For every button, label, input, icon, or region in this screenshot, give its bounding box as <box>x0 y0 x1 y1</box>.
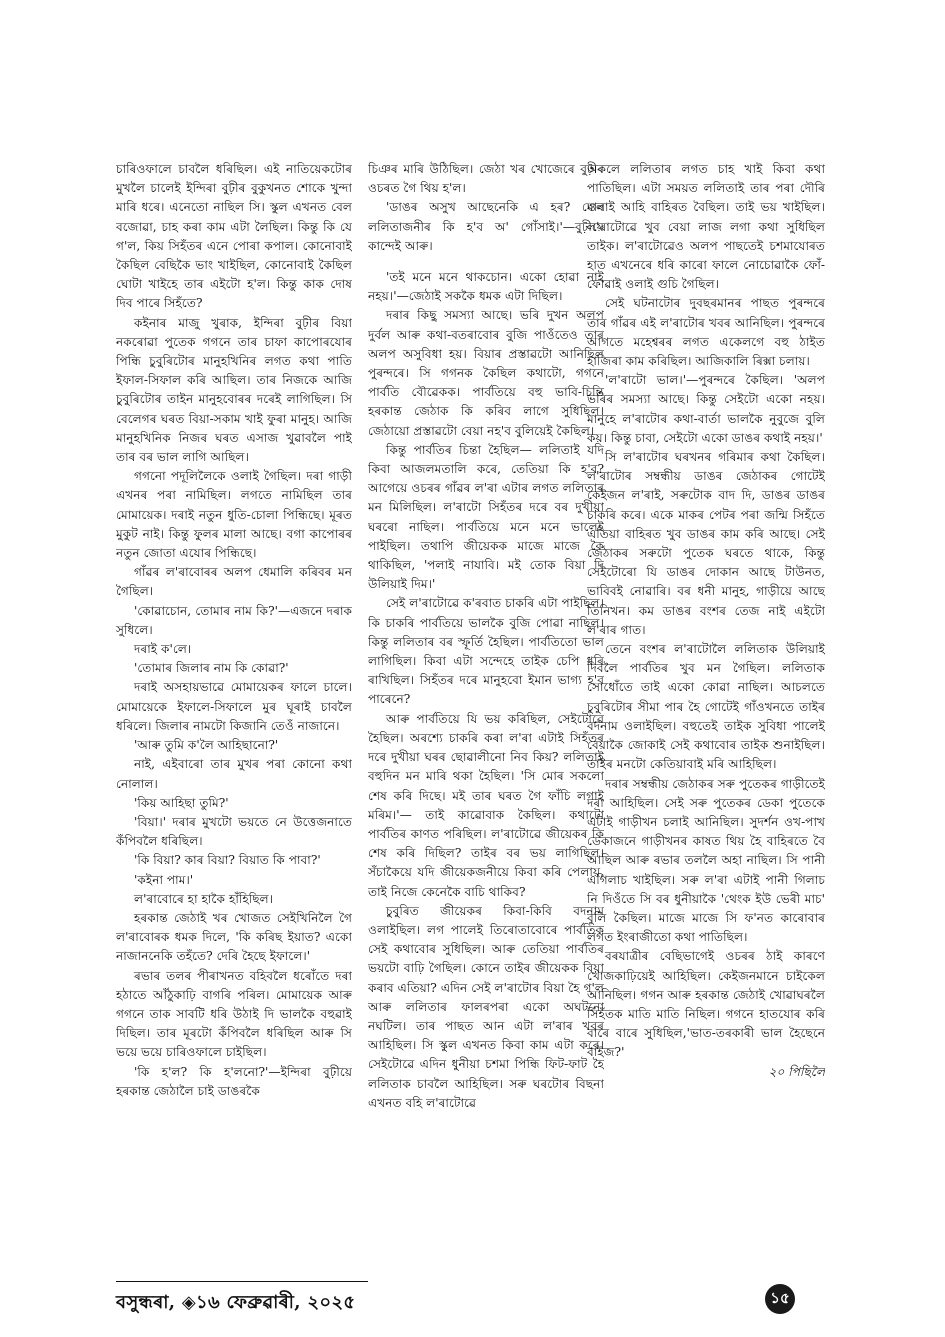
paragraph: 'আৰু তুমি ক'লৈ আহিছানো?' <box>134 738 279 753</box>
text-column-3 <box>587 160 825 1270</box>
paragraph: চুবুৰিত জীয়েকৰ কিবা-কিবি বদনাম ওলাইছিল। লগ পালেই তিৰোতাবোৰে পাৰ্বতিক সেই কথাবোৰ সুধিছিল। আৰু তেতিয়া পাৰ্বতিৰ ভয়টো বাঢ়ি গৈছিল। কোনে তাইৰ জীয়েকক বিয়া কৰাব এতিয়া? এদিন সেই ল'ৰাটোৰ বিয়া হৈ গ'ল আৰু ললিতাৰ ফালৰপৰা একো অঘটনো নঘটিল। তাৰ পাছত আন এটা ল'ৰাৰ খবৰ আহিছিল। সি স্কুল এখনত কিবা কাম এটা কৰে। সেইটোৱে এদিন ধুনীয়া চশমা পিন্ধি ফিট-ফাট হৈ ললিতাক চাবলৈ আহিছিল। সৰু ঘৰটোৰ বিছনা এখনত বহি ল'ৰাটোৱে <box>368 903 604 1110</box>
paragraph: 'ল'ৰাটো ভাল।'—পুৰন্দৰে কৈছিল। 'অলপ ভৰিৰ সমস্যা আছে। কিন্তু সেইটো একো নহয়। মানুহে ল'ৰাটোৰ কথা-বাৰ্তা ভালকৈ নুবুজে বুলি কয়। কিন্তু চাবা, সেইটো একো ডাঙৰ কথাই নহয়।' <box>587 373 825 445</box>
paragraph: 'কি বিয়া? কাৰ বিয়া? বিয়াত কি পাবা?' <box>134 853 321 868</box>
issue-date: ১৬ ফেব্ৰুৱাৰী, ২০২৫ <box>196 1292 356 1313</box>
paragraph: বৰযাত্ৰীৰ বেছিভাগেই ওচৰৰ ঠাই কাৰণে খোজকাঢ়িয়েই আহিছিল। কেইজনমানে চাইকেল আনিছিল। গগন আৰু হৰকান্ত জেঠাই খোৱাঘৰলৈ সিহঁতক মাতি মাতি নিছিল। গগনে হাতযোৰ কৰি বাৰে বাৰে সুধিছিল,'ভাত-তৰকাৰী ভাল হৈছেনে বাইজ?' <box>587 949 825 1060</box>
paragraph: গগনো পদূলিলৈকে ওলাই গৈছিল। দৰা গাড়ী এখনৰ পৰা নামিছিল। লগতে নামিছিল তাৰ মোমায়েক। দৰাই নতুন ধুতি-চোলা পিন্ধিছে। মূৰত মুকুট নাই। কিন্তু ফুলৰ মালা আছে। বগা কাপোৰৰ নতুন জোতা এযোৰ পিন্ধিছে। <box>116 469 352 561</box>
footer-line <box>116 1288 355 1319</box>
paragraph: দৰাই অসহায়ভাৱে মোমায়েকৰ ফালে চালে। মোমায়েকে ইফালে-সিফালে মুৰ ঘূৰাই চাবলৈ ধৰিলে। জিলাৰ নামটো কিজানি তেওঁ নাজানে। <box>116 680 352 733</box>
paragraph: 'ডাঙৰ অসুখ আছেনেকি এ হৰ? মোৰ ললিতাজনীৰ কি হ'ব অ' গোঁসাই।'—বুঢ়ীয়ে কান্দেই আৰু। <box>368 200 604 253</box>
paragraph: সেই ল'ৰাটোৱে ক'ৰবাত চাকৰি এটা পাইছিল। কি চাকৰি পাৰ্বতিয়ে ভালকৈ বুজি পোৱা নাছিল। কিন্তু ললিতাৰ বৰ স্ফূৰ্তি হৈছিল। পাৰ্বতিতো ভাল লাগিছিল। কিবা এটা সন্দেহে তাইক চেপি ধৰি ৰাখিছিল। সিহঁতৰ দৰে মানুহবো ইমান ভাগ্য হ'ব পাৰেনে? <box>368 596 604 707</box>
paragraph: তেনে বংশৰ ল'ৰাটোলৈ ললিতাক উলিয়াই দিবলৈ পাৰ্বতিৰ খুব মন গৈছিল। ললিতাক সোধোঁতে তাই একো কোৱা নাছিল। আচলতে চুবুৰিটোৰ সীমা পাৰ হৈ গোটেই গাঁওখনতে তাইৰ বদনাম ওলাইছিল। বহুতেই তাইক সুবিধা পালেই বেয়াকৈ জোকাই সেই কথাবোৰ তাইক শুনাইছিল। তাইৰ মনটো কেতিয়াবাই মৰি আহিছিল। <box>587 642 825 772</box>
paragraph: সি ল'ৰাটোৰ ঘৰখনৰ গৰিমাৰ কথা কৈছিল। ল'ৰাটোৰ সম্বন্ধীয় ডাঙৰ জেঠাকৰ গোটেই কেইজন ল'ৰাই, সৰুটোক বাদ দি, ডাঙৰ ডাঙৰ চাকৰি কৰে। একে মাকৰ পেটৰ পৰা জন্মি সিহঁতে এতিয়া বাহিৰত খুব ডাঙৰ কাম কৰি আছে। সেই জেঠাকৰ সৰুটো পুতেক ঘৰতে থাকে, কিন্তু সেইটোৰো যি ডাঙৰ দোকান আছে টাউনত, ভাবিবই নোৱাৰি। বৰ ধনী মানুহ, গাড়ীয়ে আছে তিনিখন। কম ডাঙৰ বংশৰ তেজ নাই এইটো ল'ৰাৰ গাত। <box>587 450 825 637</box>
paragraph: দৰাৰ সম্বন্ধীয় জেঠাকৰ সৰু পুতেকৰ গাড়ীতেই দৰা আহিছিল। সেই সৰু পুতেকৰ ডেকা পুতেকে এটাই গাড়ীখন চলাই আনিছিল। সুদৰ্শন ওখ-পাখ ডেকাজনে গাড়ীখনৰ কাষত থিয় হৈ বাহিৰতে বৈ আছিল আৰু ৰভাৰ তললৈ অহা নাছিল। সি পানী এগিলাচ খাইছিল। সৰু ল'ৰা এটাই পানী গিলাচ নি দিওঁতে সি বৰ ধুনীয়াকৈ 'থেংক ইউ ভেৰী মাচ' বুলি কৈছিল। মাজে মাজে সি ফ'নত কাৰোবাৰ লগত ইংৰাজীতো কথা পাতিছিল। <box>587 776 825 945</box>
footer-rule <box>116 1281 368 1282</box>
paragraph: দৰাৰ কিছু সমস্যা আছে। ভৰি দুখন অলপ দুৰ্বল আৰু কথা-বতৰাবোৰ বুজি পাওঁতেও তাৰ অলপ অসুবিধা হয়। বিয়াৰ প্ৰস্তাৱটো আনিছিল পুৰন্দৰে। সি গগনক কৈছিল কথাটো, গগনে পাৰ্বতি বৌৱেকক। পাৰ্বতিয়ে বহু ভাবি-চিন্তি হৰকান্ত জেঠাক কি কৰিব লাগে সুধিছিল। জেঠায়ো প্ৰস্তাৱটো বেয়া নহ'ব বুলিয়েই কৈছিল। <box>368 308 604 438</box>
paragraph: কইনাৰ মাজু খুৰাক, ইন্দিৰা বুঢ়ীৰ বিয়া নকৰোৱা পুতেক গগনে তাৰ চাফা কাপোৰযোৰ পিন্ধি চুবুৰিটোৰ মানুহখিনিৰ লগত কথা পাতি ইফাল-সিফাল কৰি আছিল। তাৰ নিজকে আজি চুবুৰিটোৰ তাইন মানুহবোৰৰ দৰেই লাগিছিল। সি বেলেগৰ ঘৰত বিয়া-সকাম খাই ফুৰা মানুহ। আজি মানুহখিনিক নিজৰ ঘৰত এসাজ খুৱাবলৈ পাই তাৰ বৰ ভাল লাগি আছিল। <box>116 315 352 465</box>
page-number-badge <box>765 1284 795 1314</box>
magazine-name: বসুন্ধৰা <box>116 1292 169 1313</box>
paragraph: ৰভাৰ তলৰ পীৰাখনত বহিবলৈ ধৰোঁতে দৰা হঠাতে আঁঠুকাঢ়ি বাগৰি পৰিল। মোমায়েক আৰু গগনে তাক সাবটি ধৰি উঠাই দি ভালকৈ বহুৱাই দিছিল। তাৰ মূৰটো কঁপিবলৈ ধৰিছিল আৰু সি ভয়ে ভয়ে চাৰিওফালে চাইছিল। <box>116 968 352 1060</box>
paragraph: নাই, এইবাৰো তাৰ মুখৰ পৰা কোনো কথা নোলাল। <box>116 757 352 791</box>
paragraph: চাৰিওফালে চাবলৈ ধৰিছিল। এই নাতিয়েকটোৰ মুখলৈ চালেই ইন্দিৰা বুঢ়ীৰ বুকুখনত শোকে খুন্দা মাৰি ধৰে। এনেতো নাছিল সি। স্কুল এখনত বেল বজোৱা, চাহ কৰা কাম এটা লৈছিল। কিন্তু কি যে গ'ল, কিয় সিহঁতৰ এনে পোৰা কপাল। কোনোবাই কৈছিল বেছিকৈ ভাং খাইছিল, কোনোবাই কৈছিল ঘোটা খাইহে তাৰ এইটো হ'ল। কিন্তু কাক দোষ দিব পাৰে সিহঁতে? <box>116 162 352 311</box>
paragraph: 'কোৱাচোন, তোমাৰ নাম কি?'—এজনে দৰাক সুধিলে। <box>116 603 352 637</box>
text-column-1 <box>116 160 352 1270</box>
paragraph: অকলে ললিতাৰ লগত চাহ খাই কিবা কথা পাতিছিল। এটা সময়ত ললিতাই তাৰ পৰা দৌৰি ওলাই আহি বাহিৰত বৈছিল। তাই ভয় খাইছিল। ল'ৰাটোৱে খুব বেয়া লাজ লগা কথা সুধিছিল তাইক। ল'ৰাটোৱেও অলপ পাছতেই চশমাযোৰত হাত এখনেৰে ধৰি কাৰো ফালে নোচোৱাকৈ ফোঁ-ফোৱাই ওলাই গুচি গৈছিল। <box>587 162 825 292</box>
paragraph: 'কি হ'ল? কি হ'লনো?'—ইন্দিৰা বুঢ়ীয়ে হৰকান্ত জেঠালৈ চাই ডাঙৰকৈ <box>116 1064 352 1098</box>
paragraph: ল'ৰাবোৰে হা হাকৈ হাঁহিছিল। <box>134 891 274 906</box>
continuation-note: ২০ পিছিলৈ <box>768 1064 825 1079</box>
paragraph: চিঞৰ মাৰি উঠিছিল। জেঠা খৰ খোজেৰে বুঢ়ীৰ ওচৰত গৈ থিয় হ'ল। <box>368 162 604 196</box>
separator: , ◈ <box>168 1292 196 1313</box>
paragraph: 'তই মনে মনে থাকচোন। একো হোৱা নাই নহয়।'—জেঠাই সককৈ ধমক এটা দিছিল। <box>368 270 604 304</box>
paragraph: 'কইনা পাম।' <box>134 872 194 887</box>
text-column-2 <box>368 160 604 1270</box>
paragraph: সেই ঘটনাটোৰ দুবছৰমানৰ পাছত পুৰন্দৰে তাৰ গাঁৱৰ এই ল'ৰাটোৰ খবৰ আনিছিল। পুৰন্দৰে আগতে মহেশ্বৰৰ লগত একেলগে বহু ঠাইত হাজিৰা কাম কৰিছিল। আজিকালি ৰিক্সা চলায়। <box>587 296 825 369</box>
paragraph: 'তোমাৰ জিলাৰ নাম কি কোৱা?' <box>134 661 289 676</box>
paragraph: গাঁৱৰ ল'ৰাবোৰৰ অলপ ধেমালি কৰিবৰ মন গৈছিল। <box>116 565 352 599</box>
paragraph: 'কিয় আহিছা তুমি?' <box>134 795 229 810</box>
paragraph: কিন্তু পাৰ্বতিৰ চিন্তা হৈছিল— ললিতাই যদি কিবা আজলমতালি কৰে, তেতিয়া কি হ'ব? আগেয়ে ওচৰৰ গাঁৱৰ ল'ৰা এটাৰ লগত ললিতাৰ মন মিলিছিল। ল'ৰাটো সিহঁতৰ দৰে বৰ দুখীয়া ঘৰৰো নাছিল। পাৰ্বতিয়ে মনে মনে ভালেই পাইছিল। তথাপি জীয়েকক মাজে মাজে কৈ থাকিছিল, 'পলাই নাযাবি। মই তোক বিয়া দি উলিয়াই দিম।' <box>368 442 604 592</box>
paragraph: 'বিয়া।' দৰাৰ মুখটো ভয়তে নে উত্তেজনাতে কঁপিবলৈ ধৰিছিল। <box>116 814 352 849</box>
paragraph: দৰাই ক'লে। <box>134 642 192 657</box>
paragraph: আৰু পাৰ্বতিয়ে যি ভয় কৰিছিল, সেইটোৱে হৈছিল। অৰশ্যে চাকৰি কৰা ল'ৰা এটাই সিহঁতৰ দৰে দুখীয়া ঘৰৰ ছোৱালীনো নিব কিয়? ললিতাই বহুদিন মন মাৰি থকা হৈছিল। 'সি মোৰ সকলো শেষ কৰি দিছে। মই তাৰ ঘৰত গৈ ফাঁচি লগাই মৰিম।'— তাই কাৱোবাক কৈছিল। কথাটো পাৰ্বতিৰ কাণত পৰিছিল। ল'ৰাটোৱে জীয়েকৰ কি শেষ কৰি দিছিল? তাইৰ বৰ ভয় লাগিছিল। সঁচাকৈয়ে যদি জীয়েকজনীয়ে কিবা কৰি পেলায়, তাই নিজে কেনেকৈ বাচি থাকিব? <box>368 711 604 899</box>
paragraph: হৰকান্ত জেঠাই খৰ খোজত সেইখিনিলৈ গৈ ল'ৰাবোৰক ধমক দিলে, 'কি কৰিছ ইয়াত? একো নাজাননেকি তহঁতে? দেৰি হৈছে ইফালে।' <box>116 910 352 964</box>
page-number: ১৫ <box>770 1288 790 1307</box>
